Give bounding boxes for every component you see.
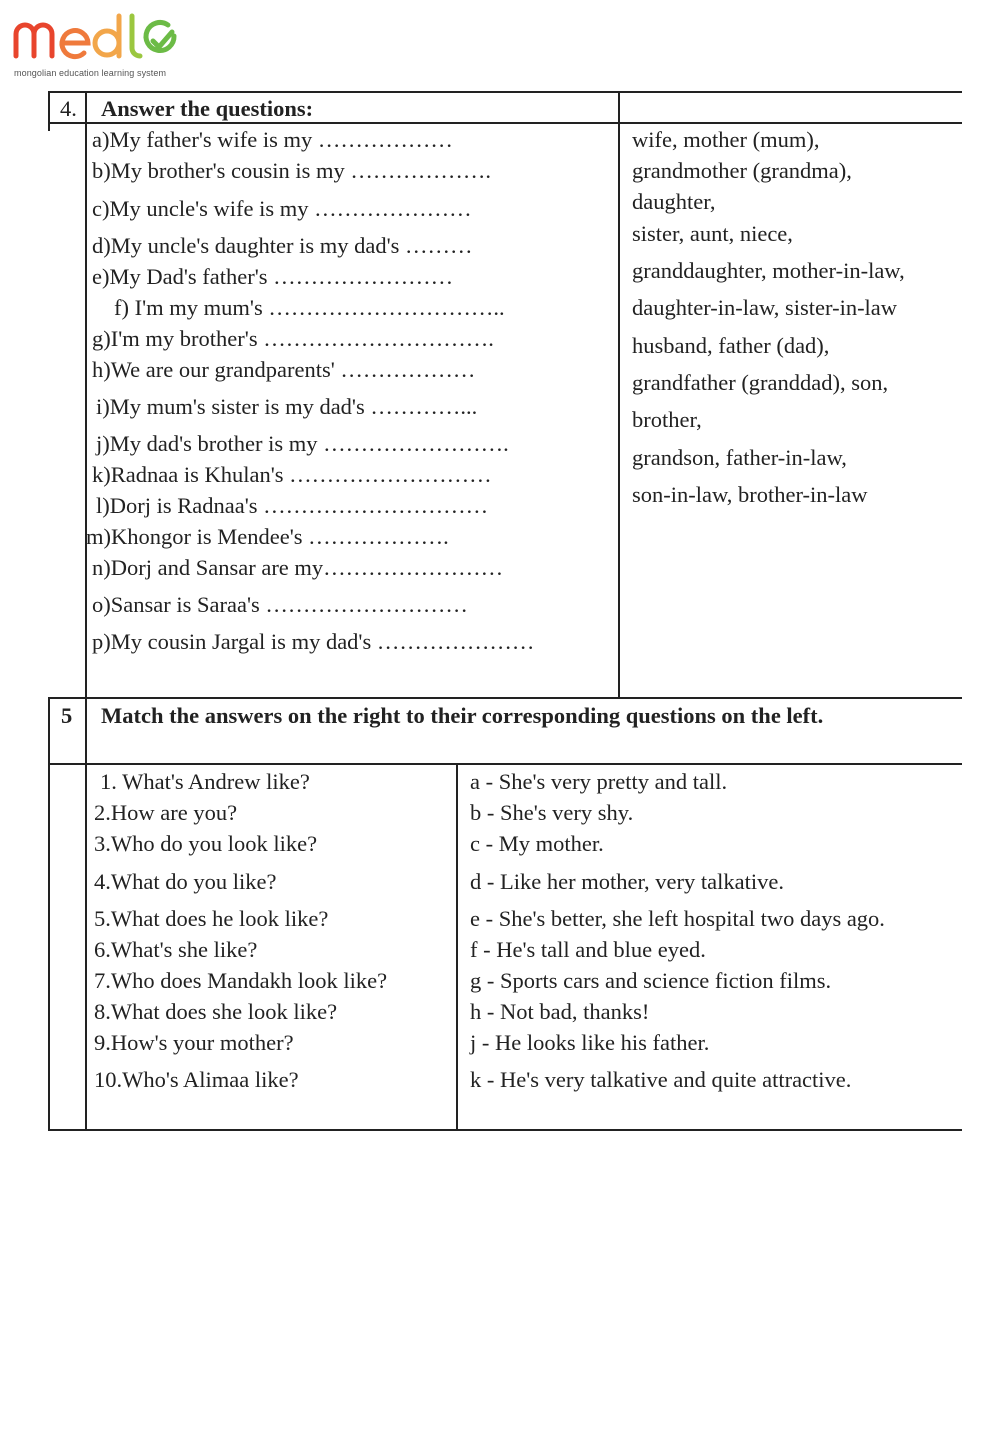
question-item: d)My uncle's daughter is my dad's ……… — [92, 233, 473, 258]
table-border — [85, 91, 87, 1130]
question-item: b)My brother's cousin is my ………………. — [92, 158, 492, 183]
question-item: i)My mum's sister is my dad's …………... — [96, 394, 478, 419]
word-bank-line: grandmother (grandma), — [632, 158, 852, 183]
question-item: g)I'm my brother's …………………………. — [92, 326, 494, 351]
table-border — [48, 697, 50, 1130]
table-border — [48, 122, 962, 124]
word-bank-line: sister, aunt, niece, — [632, 221, 793, 246]
match-question: 5.What does he look like? — [94, 906, 329, 931]
match-answer: d - Like her mother, very talkative. — [470, 869, 784, 894]
word-bank-line: granddaughter, mother-in-law, — [632, 258, 905, 283]
medle-logo — [10, 8, 200, 78]
match-question: 10.Who's Alimaa like? — [94, 1067, 299, 1092]
word-bank-line: grandson, father-in-law, — [632, 445, 847, 470]
question-item: j)My dad's brother is my ……………………. — [96, 431, 509, 456]
section-4-title: Answer the questions: — [101, 96, 314, 121]
word-bank-line: husband, father (dad), — [632, 333, 830, 358]
medle-wordmark-icon — [10, 8, 185, 64]
match-answer: a - She's very pretty and tall. — [470, 769, 728, 794]
table-border — [48, 763, 962, 765]
match-answer: g - Sports cars and science fiction films. — [470, 968, 832, 993]
section-5-title: Match the answers on the right to their corresponding questions on the left. — [101, 703, 824, 728]
match-answer: b - She's very shy. — [470, 800, 634, 825]
question-item: l)Dorj is Radnaa's ………………………… — [96, 493, 489, 518]
question-item: a)My father's wife is my ……………… — [92, 127, 453, 152]
section-4-number: 4. — [60, 96, 77, 121]
match-question: 8.What does she look like? — [94, 999, 338, 1024]
section-5-number: 5 — [61, 703, 73, 728]
table-border — [618, 91, 620, 697]
match-question: 4.What do you like? — [94, 869, 277, 894]
question-item: f) I'm my mum's ………………………….. — [114, 295, 505, 320]
table-border — [48, 91, 962, 93]
word-bank-line: grandfather (granddad), son, — [632, 370, 889, 395]
table-border — [48, 91, 50, 131]
word-bank-line: daughter-in-law, sister-in-law — [632, 295, 898, 320]
match-question: 2.How are you? — [94, 800, 238, 825]
question-item: m)Khongor is Mendee's ………………. — [86, 524, 449, 549]
match-question: 9.How's your mother? — [94, 1030, 294, 1055]
word-bank-line: son-in-law, brother-in-law — [632, 482, 868, 507]
question-item: n)Dorj and Sansar are my…………………… — [92, 555, 504, 580]
word-bank-line: daughter, — [632, 189, 716, 214]
table-border — [48, 697, 962, 699]
match-answer: e - She's better, she left hospital two days ago. — [470, 906, 885, 931]
question-item: p)My cousin Jargal is my dad's ………………… — [92, 629, 535, 654]
table-border — [48, 1129, 962, 1131]
word-bank-line: brother, — [632, 407, 702, 432]
match-question: 1. What's Andrew like? — [100, 769, 310, 794]
match-answer: k - He's very talkative and quite attractive. — [470, 1067, 852, 1092]
question-item: e)My Dad's father's …………………… — [92, 264, 454, 289]
match-question: 3.Who do you look like? — [94, 831, 318, 856]
match-answer: j - He looks like his father. — [470, 1030, 710, 1055]
question-item: c)My uncle's wife is my ………………… — [92, 196, 472, 221]
table-border — [456, 763, 458, 1129]
match-answer: h - Not bad, thanks! — [470, 999, 650, 1024]
match-answer: f - He's tall and blue eyed. — [470, 937, 706, 962]
question-item: k)Radnaa is Khulan's ……………………… — [92, 462, 492, 487]
word-bank-line: wife, mother (mum), — [632, 127, 820, 152]
question-item: o)Sansar is Saraa's ……………………… — [92, 592, 468, 617]
match-answer: c - My mother. — [470, 831, 604, 856]
match-question: 6.What's she like? — [94, 937, 258, 962]
logo-tagline: mongolian education learning system — [14, 68, 167, 78]
question-item: h)We are our grandparents' ……………… — [92, 357, 476, 382]
match-question: 7.Who does Mandakh look like? — [94, 968, 388, 993]
